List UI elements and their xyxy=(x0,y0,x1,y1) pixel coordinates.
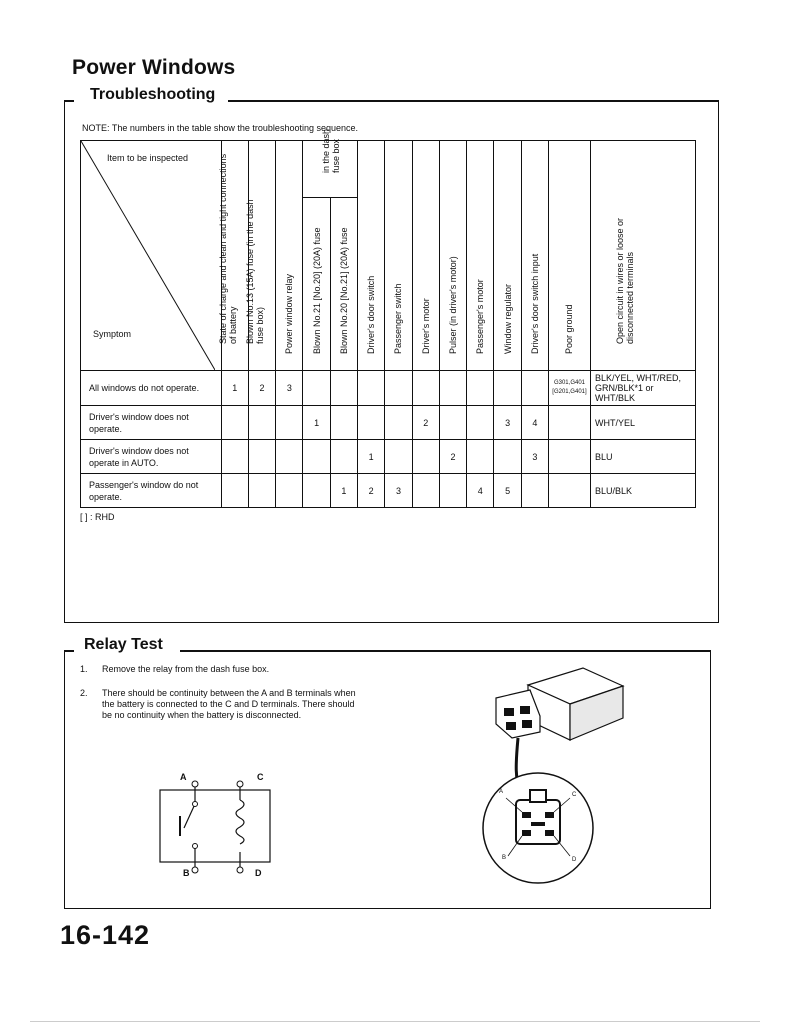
seq-cell: 3 xyxy=(494,406,521,440)
seq-cell xyxy=(248,440,275,474)
seq-cell xyxy=(439,474,466,508)
wire-colors-cell: BLU/BLK xyxy=(590,474,695,508)
rhd-footnote: [ ] : RHD xyxy=(80,512,115,522)
seq-cell xyxy=(248,406,275,440)
seq-cell xyxy=(412,474,439,508)
seq-cell xyxy=(549,440,591,474)
seq-cell xyxy=(276,474,303,508)
column-header: Pulser (in driver's motor) xyxy=(439,141,466,371)
seq-cell xyxy=(248,474,275,508)
seq-cell: 2 xyxy=(439,440,466,474)
photo-terminal-a-label: A xyxy=(499,789,504,795)
corner-item-label: Item to be inspected xyxy=(107,153,189,163)
terminal-c-label: C xyxy=(257,772,264,782)
seq-cell xyxy=(276,406,303,440)
seq-cell xyxy=(494,371,521,406)
seq-cell xyxy=(358,371,385,406)
seq-cell xyxy=(330,440,357,474)
column-header: Driver's motor xyxy=(412,141,439,371)
seq-cell xyxy=(276,440,303,474)
seq-cell xyxy=(221,440,248,474)
group-header: in the dash fuse box xyxy=(303,141,358,198)
seq-cell xyxy=(221,406,248,440)
column-header: Blown No.21 [No.20] (20A) fuse xyxy=(303,198,330,371)
seq-cell xyxy=(385,440,412,474)
symptom-cell: Passenger's window do not operate. xyxy=(81,474,222,508)
seq-cell xyxy=(303,474,330,508)
photo-terminal-d-label: D xyxy=(572,857,577,863)
column-header: Passenger switch xyxy=(385,141,412,371)
seq-cell xyxy=(549,406,591,440)
relay-step-2: 2. There should be continuity between the A and B terminals when the battery is connected to the C and D terminals. There should be no continuity when the battery is disconnected. xyxy=(80,688,356,720)
seq-cell xyxy=(330,406,357,440)
seq-cell xyxy=(494,440,521,474)
column-header: Power window relay xyxy=(276,141,303,371)
seq-cell xyxy=(521,474,548,508)
seq-cell: 1 xyxy=(330,474,357,508)
seq-cell xyxy=(385,406,412,440)
corner-symptom-label: Symptom xyxy=(93,329,132,339)
column-header: Driver's door switch input xyxy=(521,141,548,371)
seq-cell: 2 xyxy=(248,371,275,406)
seq-cell: 5 xyxy=(494,474,521,508)
seq-cell: 2 xyxy=(358,474,385,508)
seq-cell xyxy=(221,474,248,508)
seq-cell: 4 xyxy=(521,406,548,440)
column-header: Driver's door switch xyxy=(358,141,385,371)
seq-cell xyxy=(439,406,466,440)
page-title: Power Windows xyxy=(72,56,236,79)
photo-terminal-b-label: B xyxy=(502,855,507,861)
symptom-cell: Driver's window does not operate. xyxy=(81,406,222,440)
table-note: NOTE: The numbers in the table show the troubleshooting sequence. xyxy=(82,123,358,133)
photo-terminal-c-label: C xyxy=(572,792,577,798)
seq-cell xyxy=(358,406,385,440)
seq-cell xyxy=(303,440,330,474)
seq-cell xyxy=(412,371,439,406)
seq-cell: 1 xyxy=(358,440,385,474)
symptom-cell: Driver's window does not operate in AUTO. xyxy=(81,440,222,474)
seq-cell: 4 xyxy=(467,474,494,508)
terminal-d-label: D xyxy=(255,868,262,878)
column-header: Blown No.20 [No.21] (20A) fuse xyxy=(330,198,357,371)
wire-colors-cell: BLU xyxy=(590,440,695,474)
seq-cell xyxy=(439,371,466,406)
seq-cell: 3 xyxy=(385,474,412,508)
relay-step-1: 1. Remove the relay from the dash fuse box. xyxy=(80,664,270,674)
seq-cell xyxy=(467,406,494,440)
seq-cell xyxy=(385,371,412,406)
column-header: Poor ground xyxy=(549,141,591,371)
seq-cell xyxy=(330,371,357,406)
relay-illustration xyxy=(478,660,628,900)
relay-schematic xyxy=(150,770,290,880)
terminal-b-label: B xyxy=(183,868,190,878)
seq-cell: 2 xyxy=(412,406,439,440)
symptom-cell: All windows do not operate. xyxy=(81,371,222,406)
ground-cell: G301,G401 [G201,G401] xyxy=(549,371,591,406)
troubleshooting-heading: Troubleshooting xyxy=(86,86,219,104)
wire-colors-cell: WHT/YEL xyxy=(590,406,695,440)
seq-cell: 1 xyxy=(221,371,248,406)
seq-cell: 1 xyxy=(303,406,330,440)
seq-cell xyxy=(549,474,591,508)
column-header: Blown No.13 (15A) fuse (in the dash fuse box) xyxy=(248,141,275,371)
column-header: Open circuit in wires or loose or disconnected terminals xyxy=(590,141,695,371)
column-header: State of charge and clean and tight connections of battery xyxy=(221,141,248,371)
column-header: Passenger's motor xyxy=(467,141,494,371)
seq-cell xyxy=(467,371,494,406)
seq-cell xyxy=(412,440,439,474)
terminal-a-label: A xyxy=(180,772,187,782)
seq-cell xyxy=(303,371,330,406)
column-header: Window regulator xyxy=(494,141,521,371)
seq-cell xyxy=(521,371,548,406)
seq-cell: 3 xyxy=(521,440,548,474)
page-number: 16-142 xyxy=(60,920,151,950)
bottom-rule xyxy=(30,1021,760,1022)
wire-colors-cell: BLK/YEL, WHT/RED, GRN/BLK*1 or WHT/BLK xyxy=(590,371,695,406)
relay-test-heading: Relay Test xyxy=(80,636,167,654)
seq-cell: 3 xyxy=(276,371,303,406)
seq-cell xyxy=(467,440,494,474)
table-corner-cell xyxy=(81,141,222,371)
